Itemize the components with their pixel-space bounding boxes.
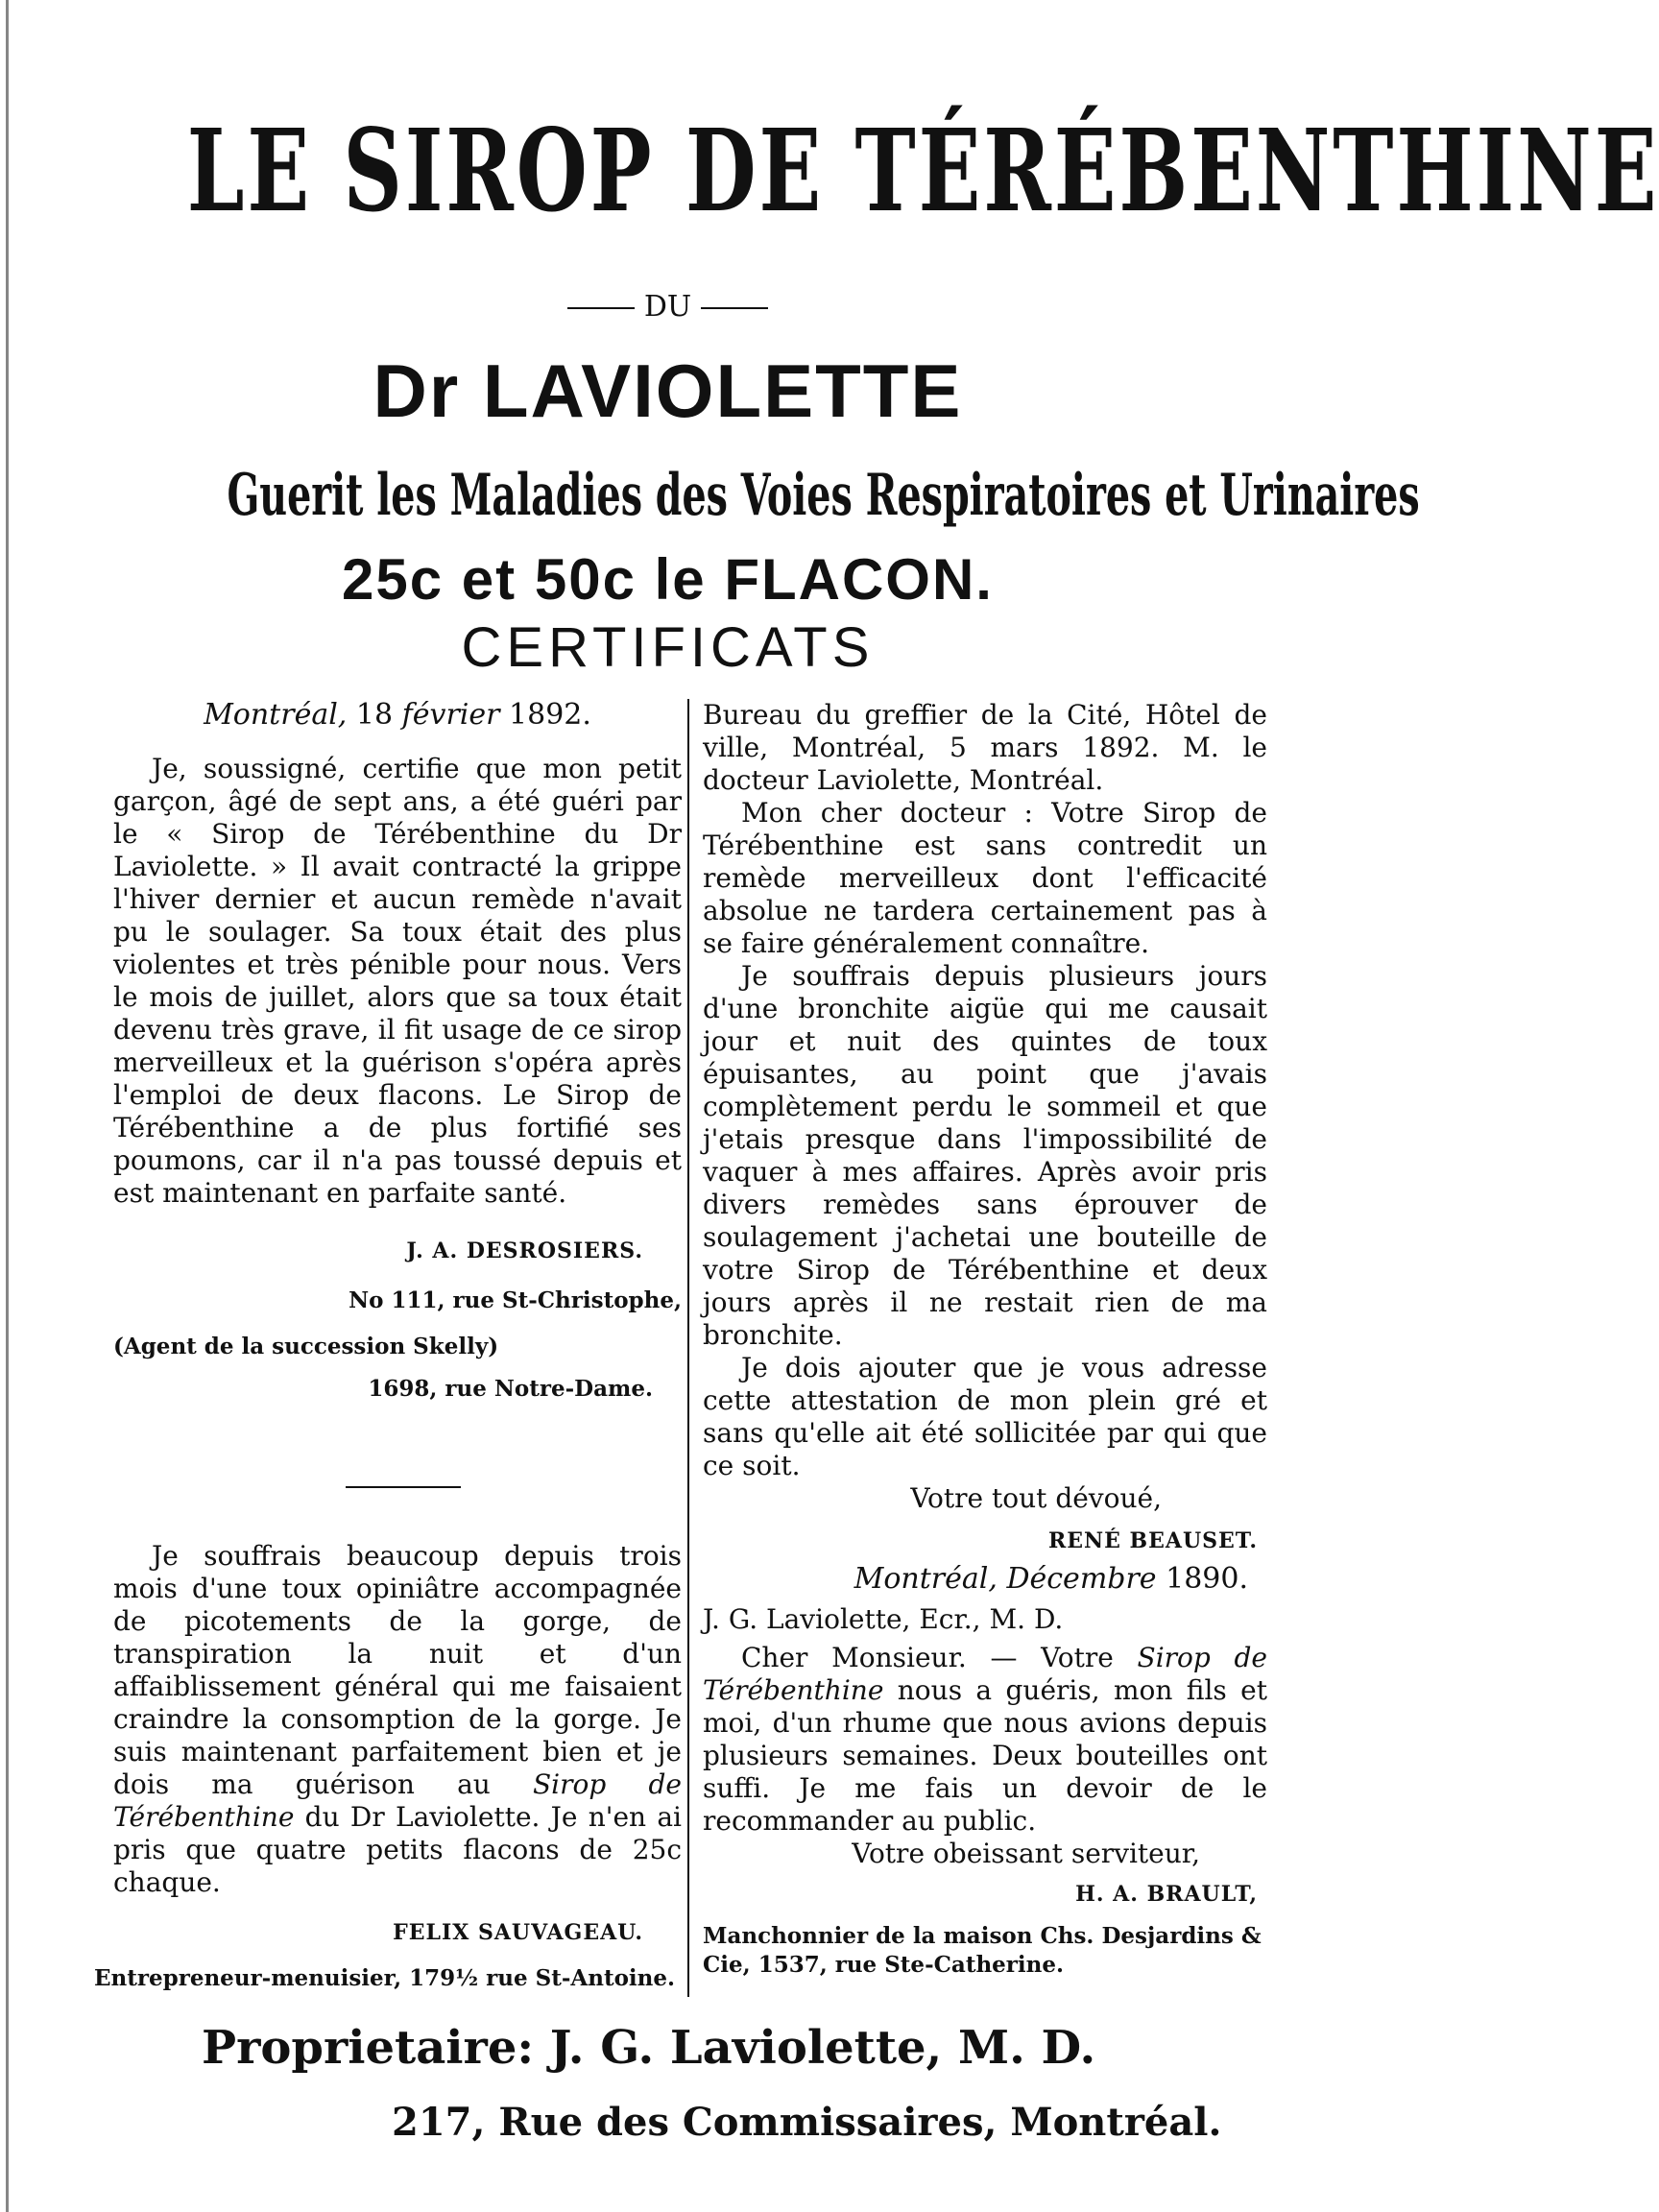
cert2-body-part2: du Dr Laviolette. Je n'en ai pris que quatre petits flacons de 25c chaque. [113,1801,682,1898]
cert4-dateline [703,1563,1248,1596]
cert4-year: 1890. [1166,1562,1248,1596]
cert2-body [113,1540,682,1899]
ad-subtitle: Guerit les Maladies des Voies Respiratoires et Urinaires [227,462,1420,529]
cert1-body: Je, soussigné, certifie que mon petit garçon, âgé de sept ans, a été guéri par le « Sirop de Térébenthine du Dr Laviolette. » Il avait contracté la grippe l'hiver dernier et aucun remède n'avait pu le soulager. Sa toux était des plus violentes et très pénible pour nous. Vers le mois de juillet, alors que sa toux était devenu très grave, il fit usage de ce sirop merveilleux et la guérison s'opéra après l'emploi de deux flacons. Le Sirop de Térébenthine a de plus fortifié ses poumons, car il n'a pas toussé depuis et est maintenant en parfaite santé. [113,753,682,1209]
du-line [0,288,1335,326]
certificate-beauset [703,699,1267,1557]
doctor-name: Dr LAVIOLETTE [373,349,963,433]
proprietor-line: Proprietaire: J. G. Laviolette, M. D. [202,2021,1096,2075]
cert1-place: Montréal, [204,698,348,732]
cert4-body-part2: nous a guéris, mon fils et moi, d'un rhume que nous avions depuis plusieurs semaines. Deux bouteilles ont suffi. Je me fais un devoir de le recommander au public. [703,1674,1267,1837]
cert1-year: 1892. [509,698,591,732]
cert3-paragraph1: Mon cher docteur : Votre Sirop de Térébenthine est sans contredit un remède merveilleux dont l'efficacité absolue ne tardera certainement pas à se faire généralement connaître. [703,797,1267,959]
cert3-paragraph3: Je dois ajouter que je vous adresse cette attestation de mon plein gré et sans qu'elle ait été sollicitée par qui que ce soit. [703,1352,1267,1481]
cert2-body-part1: Je souffrais beaucoup depuis trois mois d'une toux opiniâtre accompagnée de picotements de la gorge, de transpiration la nuit et d'un affaiblissement général qui me faisaient craindre la consomption de la gorge. Je suis maintenant parfaitement bien et je dois ma guérison au [113,1540,682,1800]
cert1-day: 18 [355,698,394,732]
cert4-addressee: J. G. Laviolette, Ecr., M. D. [703,1603,1064,1635]
certificats-heading: CERTIFICATS [461,616,875,679]
left-dash-rule [567,307,635,309]
right-dash-rule [701,307,768,309]
cert4-body-italic: Sirop de Térébenthine [703,1642,1267,1706]
price-line: 25c et 50c le FLACON. [342,547,994,612]
cert4-signature: H. A. BRAULT, [1075,1882,1258,1907]
du-text: DU [643,290,692,324]
certificate-sauvageau [94,1540,682,1993]
cert1-dateline [113,699,682,732]
column-divider [687,699,689,1997]
cert4-address: Manchonnier de la maison Chs. Desjardins & Cie, 1537, rue Ste-Catherine. [703,1923,1262,1978]
certificate-desrosiers [113,699,682,1404]
cert4-month: Décembre [1006,1562,1157,1596]
cert3-paragraph2: Je souffrais depuis plusieurs jours d'une bronchite aigüe qui me causait jour et nuit des quintes de toux épuisantes, au point que j'avais complètement perdu le sommeil et que j'etais presque dans l'impossibilité de vaquer à mes affaires. Après avoir pris divers remèdes sans éprouver de soulagement j'achetai une bouteille de votre Sirop de Térébenthine et deux jours après il ne restait rien de ma bronchite. [703,960,1267,1351]
cert4-body [703,1642,1267,1838]
cert4-body-part1: Cher Monsieur. — Votre [741,1642,1138,1673]
cert3-signature: RENÉ BEAUSET. [1047,1528,1258,1553]
cert4-place: Montréal, [854,1562,998,1596]
cert1-address1: No 111, rue St-Christophe, [349,1287,682,1313]
cert1-address3: 1698, rue Notre-Dame. [368,1376,653,1402]
cert1-month: février [401,698,500,732]
page-edge-border [6,0,22,2212]
proprietor-address: 217, Rue des Commissaires, Montréal. [392,2100,1222,2145]
cert2-body-italic: Sirop de Térébenthine [113,1768,682,1833]
cert1-signature: J. A. DESROSIERS. [406,1238,643,1263]
cert3-intro: Bureau du greffier de la Cité, Hôtel de ville, Montréal, 5 mars 1892. M. le docteur Laviolette, Montréal. [703,699,1267,796]
cert3-closing: Votre tout dévoué, [910,1482,1162,1514]
certificate-brault [703,1563,1267,1980]
cert4-closing: Votre obeissant serviteur, [852,1838,1200,1869]
cert2-signature: FELIX SAUVAGEAU. [393,1920,643,1945]
cert1-address2: (Agent de la succession Skelly) [113,1334,499,1359]
cert2-address: Entrepreneur-menuisier, 179½ rue St-Antoine. [94,1965,676,1991]
ad-title: LE SIROP DE TÉRÉBENTHINE [186,104,1659,237]
section-rule [346,1486,461,1488]
